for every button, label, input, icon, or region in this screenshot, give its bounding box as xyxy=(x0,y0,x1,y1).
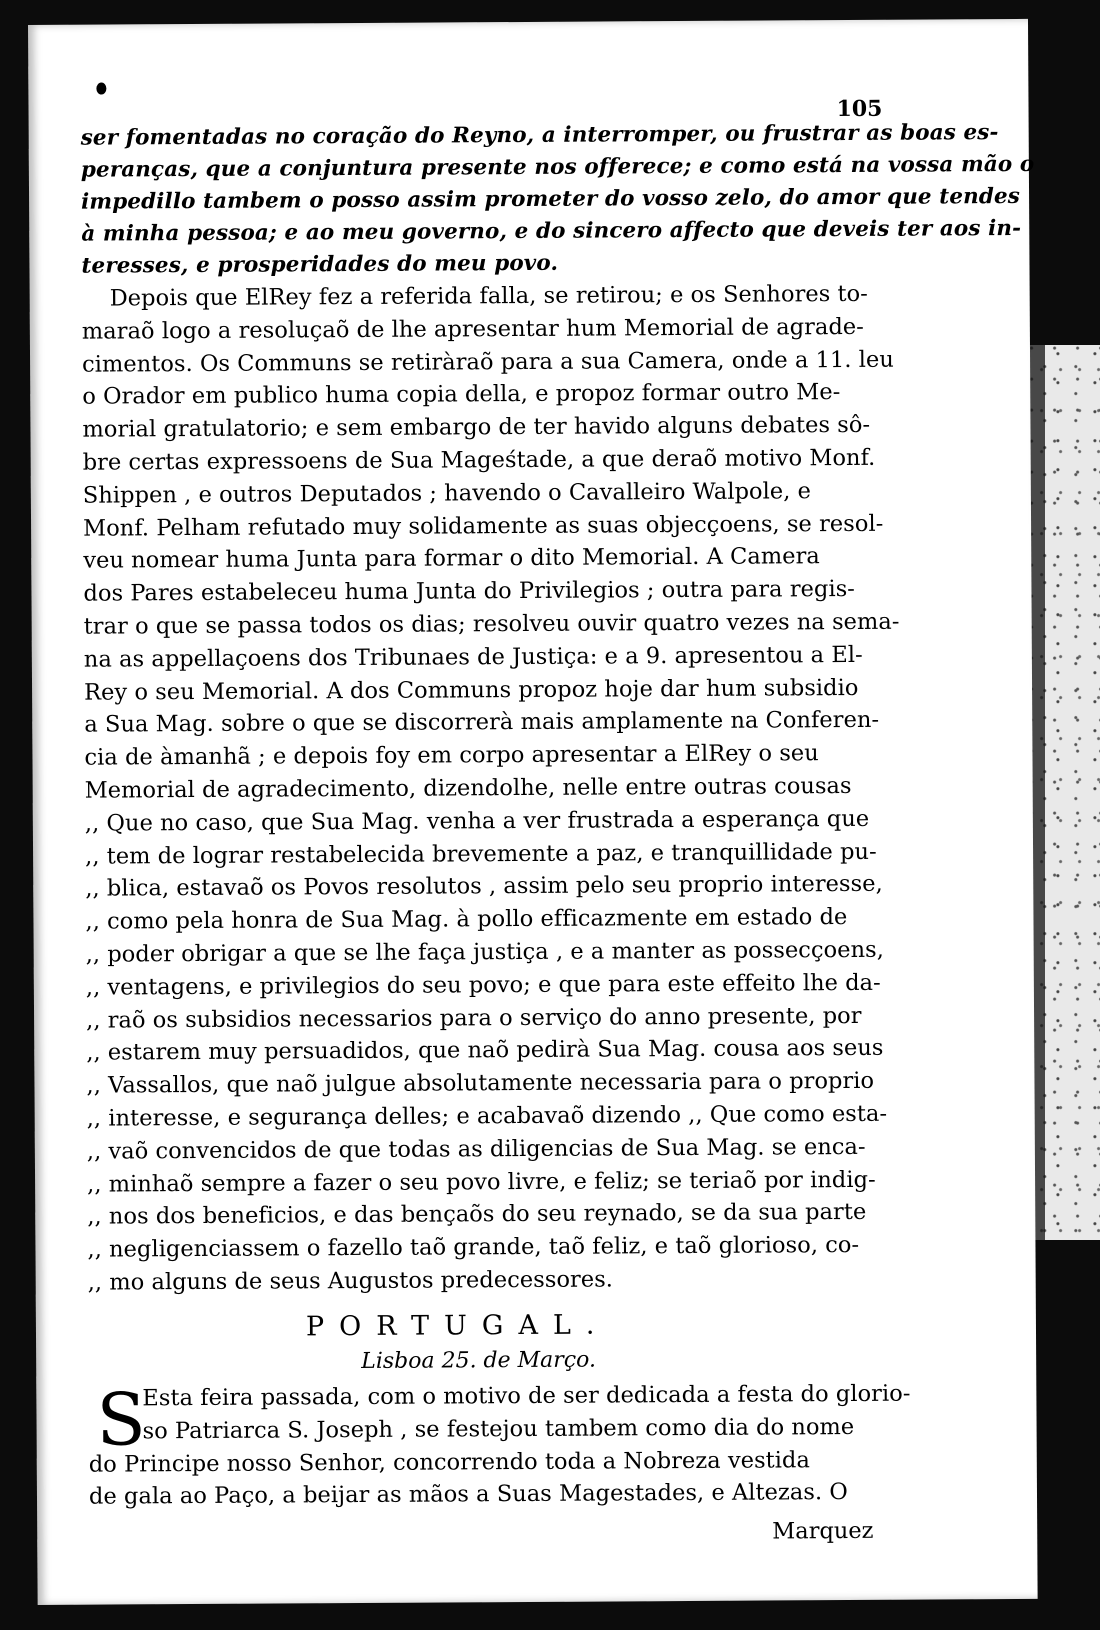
paragraph-line: maraõ logo a resoluçaõ de lhe apresentar hum Memorial de agrade- xyxy=(81,313,864,345)
printed-page xyxy=(28,19,1038,1605)
quoted-line: ,, interesse, e segurança delles; e acabavaõ dizendo ,, Que como esta- xyxy=(86,1100,888,1132)
quoted-line: ,, ventagens, e privilegios do seu povo; e que para este effeito lhe da- xyxy=(85,969,881,1001)
paragraph-line: de gala ao Paço, a beijar as mãos a Suas Magestades, e Altezas. O xyxy=(88,1479,848,1511)
paragraph-line: trar o que se passa todos os dias; resolveu ouvir quatro vezes na sema- xyxy=(83,608,900,640)
paragraph-line: o Orador em publico huma copia della, e propoz formar outro Me- xyxy=(82,379,841,411)
paragraph-line: Monf. Pelham refutado muy solidamente as suas objecçoens, se resol- xyxy=(82,510,884,542)
quoted-line: ,, tem de lograr restabelecida brevemente a paz, e tranquillidade pu- xyxy=(84,838,877,870)
quoted-line: ,, poder obrigar a que se lhe faça justiça , e a manter as possecçoens, xyxy=(85,936,884,968)
quoted-line: ,, estarem muy persuadidos, que naõ pedirà Sua Mag. cousa aos seus xyxy=(86,1035,884,1066)
quoted-line: ,, como pela honra de Sua Mag. à pollo efficazmente em estado de xyxy=(85,904,848,935)
continuation-line: ser fomentadas no coração do Reyno, a interromper, ou frustrar as boas es- xyxy=(80,120,999,151)
paragraph-line: Memorial de agradecimento, dizendolhe, nelle entre outras cousas xyxy=(84,772,852,804)
catchword: Marquez xyxy=(772,1517,874,1545)
paragraph-line: bre certas expressoens de Sua Mageśtade, a que deraõ motivo Monf. xyxy=(82,444,876,476)
paragraph-line: Esta feira passada, com o motivo de ser dedicada a festa do glorio- xyxy=(142,1380,911,1412)
paragraph-line: a Sua Mag. sobre o que se discorrerà mais amplamente na Conferen- xyxy=(84,707,880,739)
quoted-line: ,, vaõ convencidos de que todas as diligencias de Sua Mag. se enca- xyxy=(86,1133,866,1165)
quoted-line: ,, raõ os subsidios necessarios para o serviço do anno presente, por xyxy=(86,1002,862,1034)
news-paragraph xyxy=(88,1377,949,1513)
page-number: 105 xyxy=(836,95,883,123)
paragraph-line: do Principe nosso Senhor, concorrendo toda a Nobreza vestida xyxy=(88,1446,810,1478)
quoted-line: ,, minhaõ sempre a fazer o seu povo livre, e feliz; se teriaõ por indig- xyxy=(87,1166,876,1198)
paragraph-line: veu nomear huma Junta para formar o dito Memorial. A Camera xyxy=(83,543,820,575)
continuation-line: teresses, e prosperidades do meu povo. xyxy=(81,250,559,279)
quoted-line: ,, nos dos beneficios, e das bençaõs do seu reynado, se da sua parte xyxy=(87,1199,867,1230)
section-heading: PORTUGAL. xyxy=(305,1309,610,1343)
ink-dot xyxy=(96,83,106,95)
paragraph-line: Rey o seu Memorial. A dos Communs propoz hoje dar hum subsidio xyxy=(83,674,859,706)
body-text xyxy=(80,117,1035,1299)
quoted-line: ,, Que no caso, que Sua Mag. venha a ver frustrada a esperança que xyxy=(84,805,870,837)
quoted-line: ,, Vassallos, que naõ julgue absolutamente necessaria para o proprio xyxy=(86,1067,875,1099)
continuation-line: à minha pessoa; e ao meu governo, e do sincero affecto que deveis ter aos in- xyxy=(81,215,1022,247)
quoted-line: ,, blica, estavaõ os Povos resolutos , assim pelo seu proprio interesse, xyxy=(85,871,883,903)
continuation-line: peranças, que a conjuntura presente nos offerece; e como está na vossa mão o xyxy=(80,151,1035,183)
paragraph-line: Depois que ElRey fez a referida falla, se retirou; e os Senhores to- xyxy=(109,280,868,312)
continuation-line: impedillo tambem o posso assim prometer do vosso zelo, do amor que tendes xyxy=(81,183,1020,215)
quoted-line: ,, negligenciassem o fazello taõ grande, taõ feliz, e taõ glorioso, co- xyxy=(87,1232,860,1263)
paragraph-line: Shippen , e outros Deputados ; havendo o Cavalleiro Walpole, e xyxy=(82,478,812,509)
paragraph-line: na as appellaçoens dos Tribunaes de Justiça: e a 9. apresentou a El- xyxy=(83,641,863,673)
paragraph-line: cimentos. Os Communs se retiràraõ para a sua Camera, onde a 11. leu xyxy=(81,346,894,378)
paragraph-line: cia de àmanhã ; e depois foy em corpo apresentar a ElRey o seu xyxy=(84,740,819,771)
paragraph-line: morial gratulatorio; e sem embargo de ter havido alguns debates sô- xyxy=(82,412,871,443)
dateline: Lisboa 25. de Março. xyxy=(361,1347,597,1374)
drop-cap: S xyxy=(96,1377,147,1462)
paragraph-line: so Patriarca S. Joseph , se festejou tambem como dia do nome xyxy=(142,1413,855,1445)
paragraph-line: dos Pares estabeleceu huma Junta do Privilegios ; outra para regis- xyxy=(83,576,856,607)
quoted-line: ,, mo alguns de seus Augustos predecessores. xyxy=(87,1266,614,1296)
